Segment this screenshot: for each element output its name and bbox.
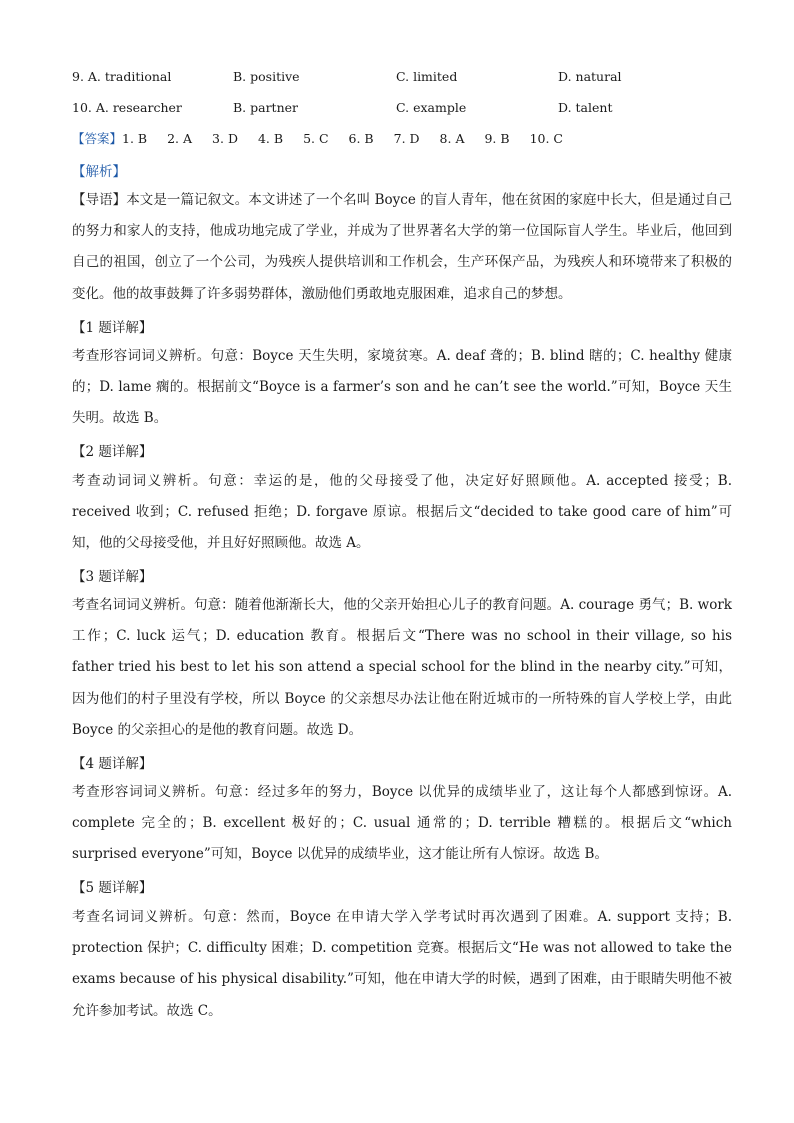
detail-heading-3: 【3 题详解】 [72, 569, 153, 585]
answer-item: 1. B [122, 131, 148, 146]
options-row-9 [72, 69, 732, 89]
answer-item: 2. A [167, 131, 193, 146]
detail-paragraph-2: 考查动词词义辨析。句意：幸运的是，他的父母接受了他，决定好好照顾他。A. accepted 接受；B. received 收到；C. refused 拒绝；D. forgave 原谅。根据后文“decided to take good care of him”可知，他的父母接受他，并且好好照顾他。故选 A。 [72, 473, 732, 552]
option-9a: 9. A. traditional [72, 69, 172, 84]
detail-heading-4: 【4 题详解】 [72, 756, 153, 772]
detail-paragraph-4: 考查形容词词义辨析。句意：经过多年的努力，Boyce 以优异的成绩毕业了，这让每个人都感到惊讶。A. complete 完全的；B. excellent 极好的；C. usual 通常的；D. terrible 糟糕的。根据后文“which surprised everyone”可知，Boyce 以优异的成绩毕业，这才能让所有人惊讶。故选 B。 [72, 784, 732, 863]
option-10a: 10. A. researcher [72, 100, 182, 115]
answer-item: 7. D [393, 131, 420, 146]
options-row-10 [72, 100, 732, 120]
answer-item: 4. B [257, 131, 284, 146]
answer-item: 5. C [303, 131, 329, 146]
detail-paragraph-1: 考查形容词词义辨析。句意：Boyce 天生失明，家境贫寒。A. deaf 聋的；B. blind 瞎的；C. healthy 健康的；D. lame 瘸的。根据前文“Boyce is a farmer’s son and he can’t see the world.”可知，Boyce 天生失明。故选 B。 [72, 348, 732, 427]
option-10d: D. talent [558, 100, 613, 115]
detail-heading-1: 【1 题详解】 [72, 320, 153, 336]
option-9b: B. positive [233, 69, 300, 84]
option-10b: B. partner [233, 100, 299, 115]
detail-heading-5: 【5 题详解】 [72, 880, 153, 896]
detail-paragraph-5: 考查名词词义辨析。句意：然而，Boyce 在申请大学入学考试时再次遇到了困难。A. support 支持；B. protection 保护；C. difficulty 困难；D. competition 竞赛。根据后文“He was not allowed to take the exams because of his physical disability.”可知，他在申请大学的时候，遇到了困难，由于眼睛失明他不被允许参加考试。故选 C。 [72, 909, 732, 1019]
detail-heading-2: 【2 题详解】 [72, 444, 153, 460]
intro-paragraph: 【导语】本文是一篇记叙文。本文讲述了一个名叫 Boyce 的盲人青年，他在贫困的家庭中长大，但是通过自己的努力和家人的支持，他成功地完成了学业，并成为了世界著名大学的第一位国际盲人学生。毕业后，他回到自己的祖国，创立了一个公司，为残疾人提供培训和工作机会，生产环保产品，为残疾人和环境带来了积极的变化。他的故事鼓舞了许多弱势群体，激励他们勇敢地克服困难，追求自己的梦想。 [72, 192, 732, 302]
analysis-heading: 【解析】 [72, 164, 126, 180]
answer-tag: 【答案】 [72, 131, 123, 146]
option-9c: C. limited [396, 69, 458, 84]
option-9d: D. natural [558, 69, 622, 84]
option-10c: C. example [396, 100, 467, 115]
answer-item: 8. A [439, 131, 465, 146]
answer-item: 6. B [348, 131, 374, 146]
answer-item: 3. D [212, 131, 238, 146]
answer-item: 9. B [484, 131, 510, 146]
detail-paragraph-3: 考查名词词义辨析。句意：随着他渐渐长大，他的父亲开始担心儿子的教育问题。A. courage 勇气；B. work 工作；C. luck 运气；D. education 教育。根据后文“There was no school in their village, so his father tried his best to let his son attend a special school for the blind in the nearby city.”可知，因为他们的村子里没有学校，所以 Boyce 的父亲想尽办法让他在附近城市的一所特殊的盲人学校上学，由此 Boyce 的父亲担心的是他的教育问题。故选 D。 [72, 597, 732, 738]
answer-key [72, 129, 583, 147]
answer-item: 10. C [529, 131, 563, 146]
